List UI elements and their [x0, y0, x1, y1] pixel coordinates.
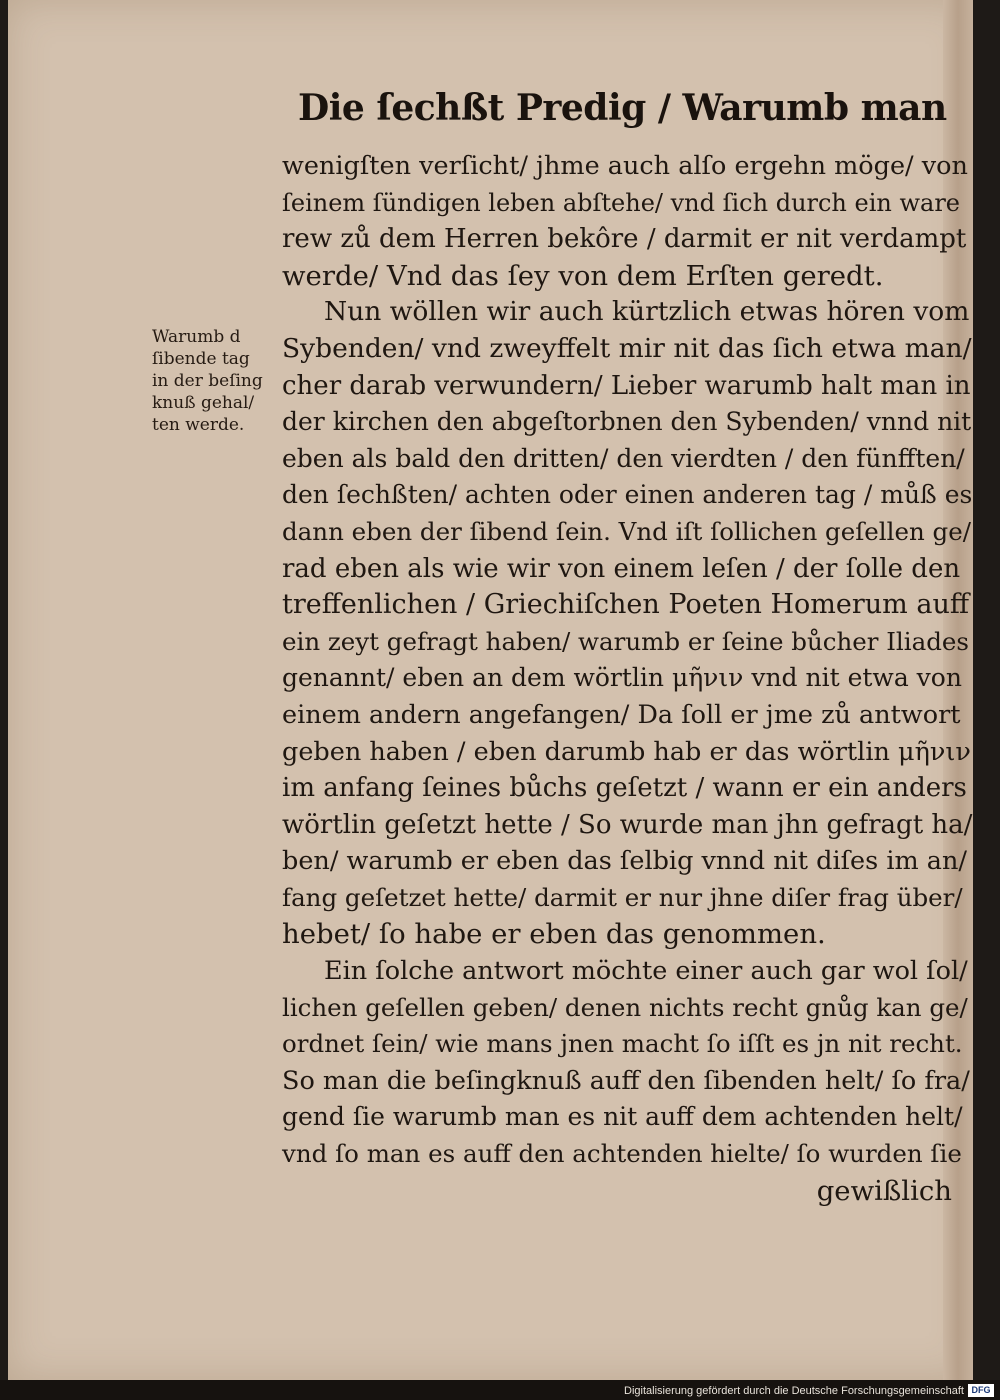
- margin-note-line: ſibende tag: [152, 349, 250, 369]
- text-line: ben/ warumb er eben das ſelbig vnnd nit diſes im an/: [282, 846, 967, 877]
- text-line: cher darab verwundern/ Lieber warumb halt man in: [282, 370, 971, 401]
- catchword: gewißlich: [816, 1174, 952, 1207]
- text-line: der kirchen den abgeſtorbnen den Sybenden/ vnnd nit: [282, 407, 972, 437]
- margin-note-line: Warumb d: [152, 327, 241, 347]
- text-line: geben haben / eben darumb hab er das wörtlin μῆνιν: [282, 736, 971, 767]
- text-line: hebet/ ſo habe er eben das genommen.: [282, 918, 826, 951]
- text-line: So man die beſingknuß auff den ſibenden helt/ ſo fra/: [282, 1065, 970, 1096]
- margin-note-line: knuß gehal/: [152, 393, 255, 413]
- text-line: rad eben als wie wir von einem leſen / der ſolle den: [282, 553, 961, 584]
- page-header: Die ſechßt Predig / Warumb man: [298, 87, 947, 129]
- dfg-logo: DFG: [968, 1384, 994, 1397]
- text-line: den ſechßten/ achten oder einen anderen tag / můß es: [282, 480, 973, 510]
- margin-note: [152, 326, 282, 436]
- text-line: gend ſie warumb man es nit auff dem achtenden helt/: [282, 1102, 963, 1132]
- text-line: werde/ Vnd das ſey von dem Erſten geredt.: [282, 259, 884, 292]
- text-line: ordnet ſein/ wie mans jnen macht ſo iſſt es jn nit recht.: [282, 1029, 963, 1059]
- text-line: wörtlin geſetzt hette / So wurde man jhn gefragt ha/: [282, 809, 973, 840]
- text-line: rew zů dem Herren bekôre / darmit er nit verdampt: [282, 224, 967, 255]
- text-line: ein zeyt gefragt haben/ warumb er ſeine bůcher Iliades: [282, 626, 969, 656]
- text-line: fang geſetzet hette/ darmit er nur jhne diſer frag über/: [282, 882, 963, 912]
- margin-note-line: ten werde.: [152, 415, 245, 435]
- body-text: [282, 148, 972, 1209]
- funding-credit: Digitalisierung gefördert durch die Deutsche Forschungsgemeinschaft: [624, 1385, 964, 1397]
- text-line: ſeinem ſündigen leben abſtehe/ vnd ſich durch ein ware: [282, 188, 961, 217]
- text-line: Nun wöllen wir auch kürtzlich etwas hören vom: [324, 296, 970, 328]
- text-line: genannt/ eben an dem wörtlin μῆνιν vnd nit etwa von: [282, 663, 962, 693]
- text-line: treffenlichen / Griechiſchen Poeten Homerum auff: [282, 589, 970, 621]
- margin-note-line: in der beſing: [152, 371, 263, 391]
- text-line: vnd ſo man es auff den achtenden hielte/ ſo wurden ſie: [282, 1139, 962, 1169]
- text-line: Sybenden/ vnd zweyffelt mir nit das ſich etwa man/: [282, 332, 972, 364]
- text-line: wenigſten verſicht/ jhme auch alſo ergehn möge/ von: [282, 151, 968, 181]
- footer-bar: [0, 1380, 1000, 1400]
- text-line: dann eben der ſibend ſein. Vnd iſt ſollichen geſellen ge/: [282, 516, 971, 546]
- text-line: eben als bald den dritten/ den vierdten / den fünfften/: [282, 443, 965, 473]
- text-line: im anfang ſeines bůchs geſetzt / wann er ein anders: [282, 773, 967, 804]
- text-line: einem andern angefangen/ Da ſoll er jme zů antwort: [282, 699, 961, 730]
- text-line: lichen geſellen geben/ denen nichts recht gnůg kan ge/: [282, 992, 968, 1022]
- text-line: Ein ſolche antwort möchte einer auch gar wol ſol/: [324, 956, 968, 987]
